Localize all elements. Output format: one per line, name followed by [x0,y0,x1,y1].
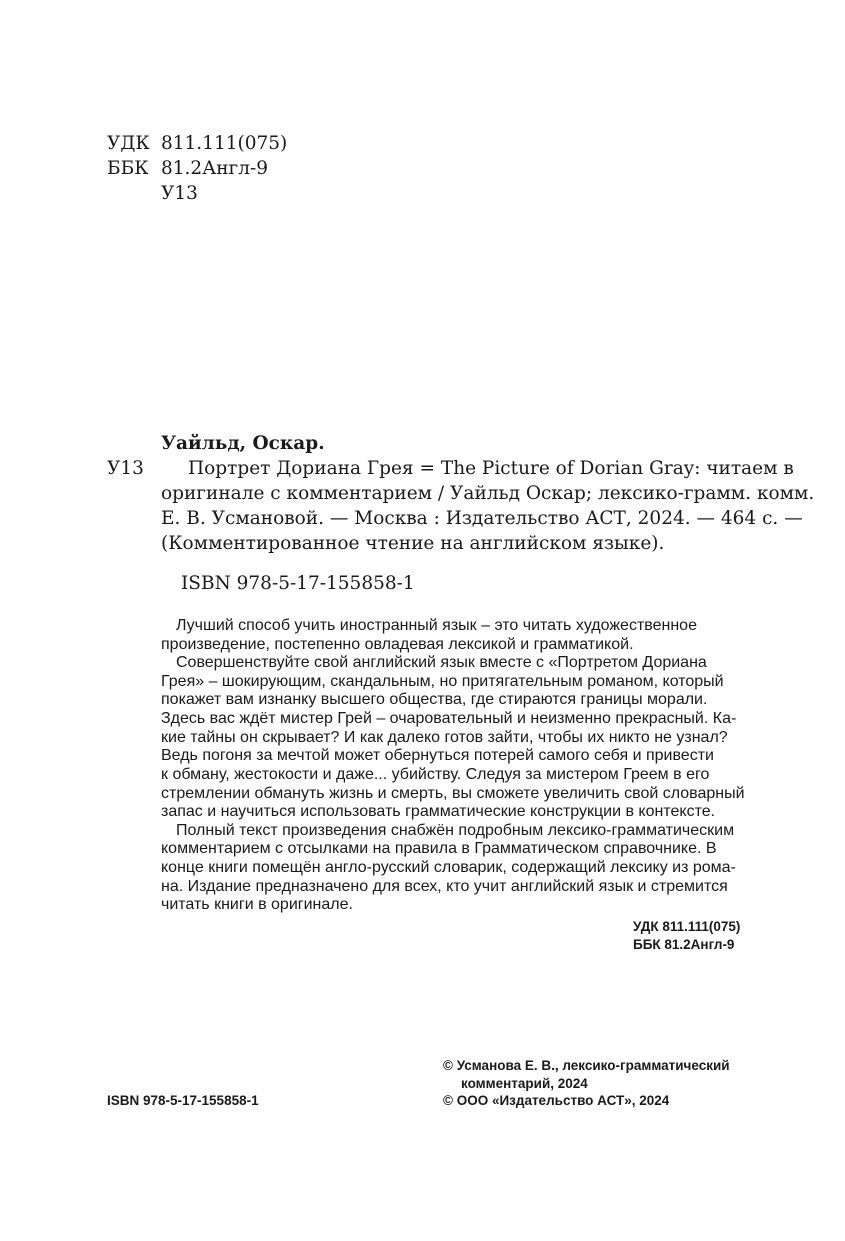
annotation-line: Здесь вас ждёт мистер Грей – очаровательный и неизменно прекрасный. Ка- [161,710,737,727]
copyright-author: © Усманова Е. В., лексико-грамматический [443,1058,730,1073]
copyright-publisher: © ООО «Издательство АСТ», 2024 [443,1093,670,1108]
bbk-code: ББК 81.2Англ-9 [633,937,735,952]
annotation-line: Совершенствуйте свой английский язык вместе с «Портретом Дориана [176,654,707,671]
udk-code: УДК 811.111(075) [633,919,741,934]
annotation-line: Лучший способ учить иностранный язык – это читать художественное [176,617,697,634]
annotation-line: конце книги помещён англо-русский словарик, содержащий лексику из рома- [161,859,736,876]
bbk-value: 81.2Англ-9 [161,158,268,179]
annotation-line: комментарием с отсылками на правила в Грамматическом справочнике. В [161,840,717,857]
entry-isbn: ISBN 978-5-17-155858-1 [181,573,415,594]
bbk-label: ББК [107,158,149,179]
annotation-line: на. Издание предназначено для всех, кто учит английский язык и стремится [161,878,728,895]
annotation-line: читать книги в оригинале. [161,896,353,913]
annotation-line: покажет вам изнанку высшего общества, где стираются границы морали. [161,691,708,708]
annotation-line: произведение, постепенно овладевая лексикой и грамматикой. [161,636,634,653]
annotation-line: запас и научиться использовать грамматические конструкции в контексте. [161,803,716,820]
annotation-line: стремлении обмануть жизнь и смерть, вы сможете увеличить свой словарный [161,785,745,802]
annotation-line: к обману, жестокости и даже... убийству. Следуя за мистером Греем в его [161,766,710,783]
entry-line: Е. В. Усмановой. — Москва : Издательство АСТ, 2024. — 464 с. — [161,508,803,529]
entry-line: оригинале с комментарием / Уайльд Оскар; лексико-грамм. комм. [161,483,815,504]
entry-author: Уайльд, Оскар. [161,433,325,454]
entry-line: (Комментированное чтение на английском языке). [161,533,665,554]
annotation-line: Грея» – шокирующим, скандальным, но притягательным романом, который [161,673,724,690]
udk-value: 811.111(075) [161,133,288,154]
entry-line: Портрет Дориана Грея = The Picture of Dorian Gray: читаем в [188,458,794,479]
udk-label: УДК [107,133,150,154]
annotation-line: Полный текст произведения снабжён подробным лексико-грамматическим [176,822,735,839]
annotation-line: кие тайны он скрывает? И как далеко готов зайти, чтобы их никто не узнал? [161,729,728,746]
author-mark: У13 [161,183,198,204]
copyright-author-cont: комментарий, 2024 [461,1076,588,1091]
entry-mark: У13 [107,458,144,479]
annotation-line: Ведь погоня за мечтой может обернуться потерей самого себя и привести [161,747,714,764]
footer-isbn: ISBN 978-5-17-155858-1 [107,1093,259,1108]
